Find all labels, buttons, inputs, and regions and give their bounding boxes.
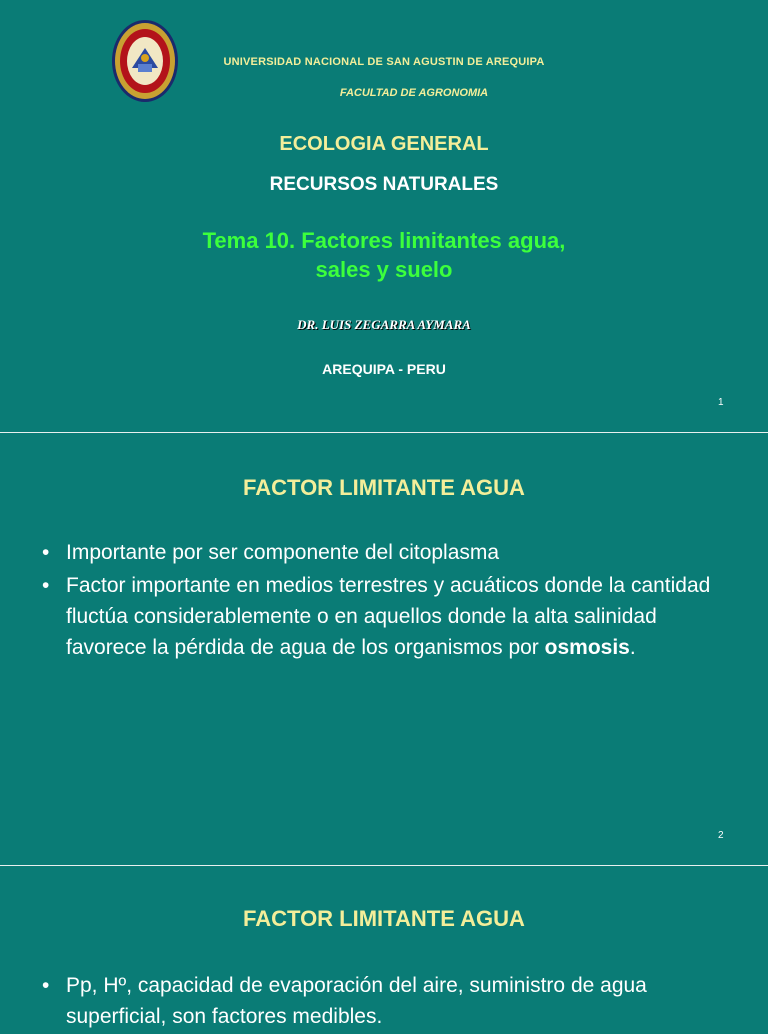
bullet-text: Importante por ser componente del citoplasma: [66, 541, 500, 564]
bullet-list: [40, 970, 740, 1034]
topic-title: [0, 226, 768, 284]
slide-2: [0, 433, 768, 865]
bullet-list: [40, 537, 740, 665]
list-item: [40, 970, 740, 1032]
bullet-dot-icon: •: [42, 541, 50, 564]
location: AREQUIPA - PERU: [322, 361, 446, 377]
bullet-text-end: .: [629, 636, 636, 659]
bullet-text: Factor importante en medios terrestres y acuáticos donde la cantidad fluctúa considerablemente o en aquellos donde la alta salinidad favorece la pérdida de agua de los organismos por: [66, 574, 711, 659]
course-title: ECOLOGIA GENERAL: [279, 133, 489, 155]
bullet-dot-icon: •: [42, 974, 50, 997]
author-name: DR. LUIS ZEGARRA AYMARA: [297, 317, 471, 332]
faculty-name: FACULTAD DE AGRONOMIA: [339, 87, 489, 99]
bullet-dot-icon: •: [42, 574, 50, 597]
list-item: [40, 537, 740, 568]
slide-3: [0, 866, 768, 1028]
page-number: 2: [718, 830, 724, 841]
bold-keyword: osmosis: [544, 636, 630, 659]
list-item: [40, 570, 740, 663]
page-number: 1: [718, 397, 724, 408]
topic-line-2: sales y suelo: [315, 257, 453, 282]
subject-title: RECURSOS NATURALES: [269, 174, 499, 195]
slide-title: FACTOR LIMITANTE AGUA: [243, 475, 525, 500]
university-name: UNIVERSIDAD NACIONAL DE SAN AGUSTIN DE AREQUIPA: [223, 56, 545, 68]
bullet-text: Pp, Hº, capacidad de evaporación del aire, suministro de agua superficial, son factores medibles.: [66, 974, 647, 1028]
slide-title: FACTOR LIMITANTE AGUA: [243, 906, 525, 931]
topic-line-1: Tema 10. Factores limitantes agua,: [202, 228, 566, 253]
slide-1: [0, 0, 768, 432]
